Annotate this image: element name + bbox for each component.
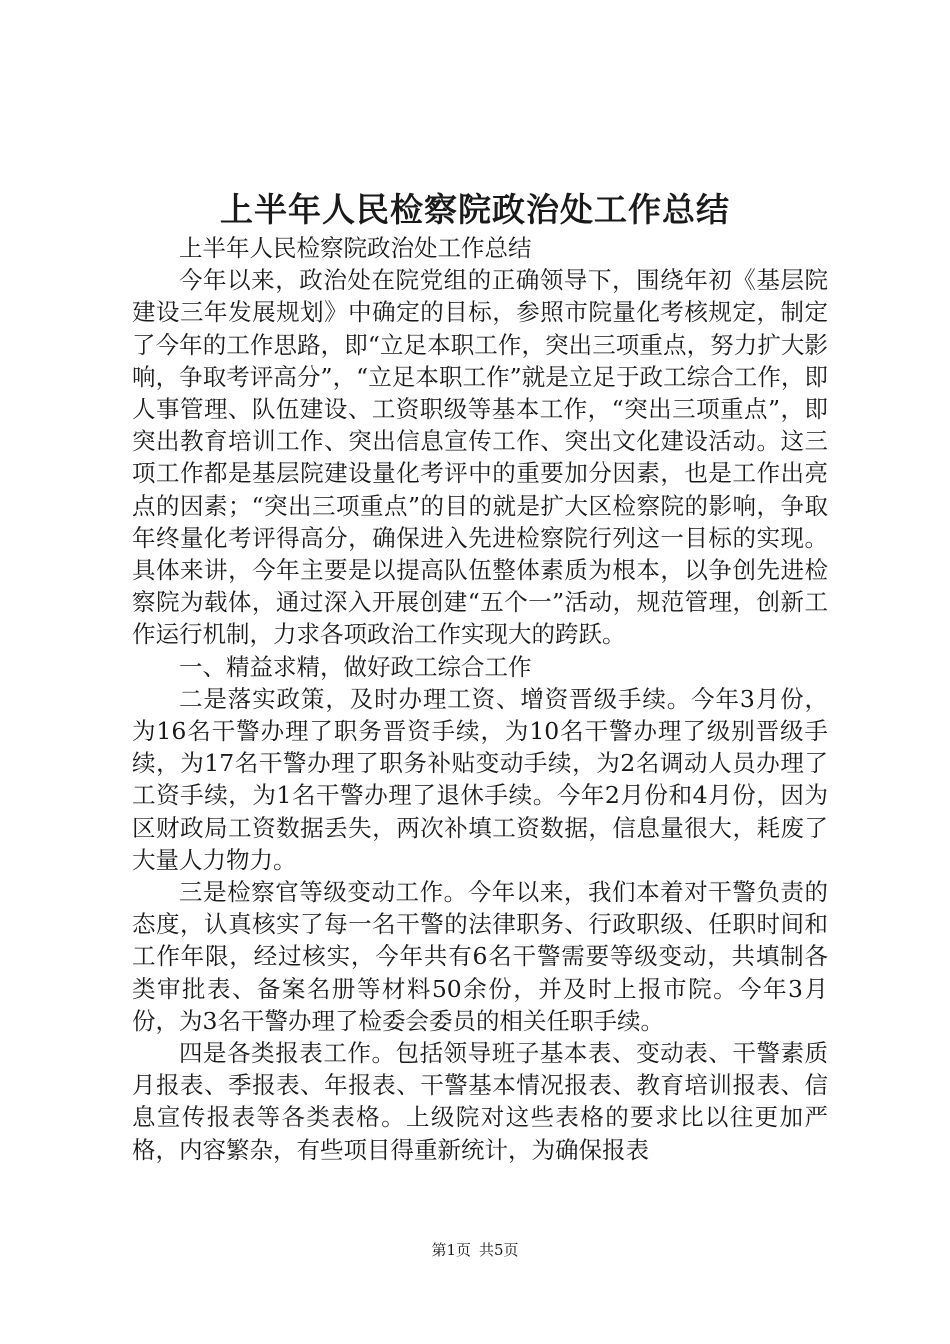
intro-paragraph: 今年以来，政治处在院党组的正确领导下，围绕年初《基层院建设三年发展规划》中确定的目标，参照市院量化考核规定，制定了今年的工作思路，即“立足本职工作，突出三项重点，努力扩大影响，争取考评高分”，“立足本职工作”就是立足于政工综合工作，即人事管理、队伍建设、工资职级等基本工作，“突出三项重点”，即突出教育培训工作、突出信息宣传工作、突出文化建设活动。这三项工作都是基层院建设量化考评中的重要加分因素，也是工作出亮点的因素；“突出三项重点”的目的就是扩大区检察院的影响，争取年终量化考评得高分，确保进入先进检察院行列这一目标的实现。具体来讲，今年主要是以提高队伍整体素质为根本，以争创先进检察院为载体，通过深入开展创建“五个一”活动，规范管理，创新工作运行机制，力求各项政治工作实现大的跨跃。	[132, 266, 828, 649]
page-footer	[0, 1240, 950, 1260]
body-paragraph: 二是落实政策，及时办理工资、增资晋级手续。今年3月份，为16名干警办理了职务晋资手续，为10名干警办理了级别晋级手续，为17名干警办理了职务补贴变动手续，为2名调动人员办理了工资手续，为1名干警办理了退休手续。今年2月份和4月份，因为区财政局工资数据丢失，两次补填工资数据，信息量很大，耗废了大量人力物力。	[132, 684, 828, 874]
section-heading: 一、精益求精，做好政工综合工作	[179, 652, 532, 681]
subtitle-paragraph: 上半年人民检察院政治处工作总结	[179, 234, 532, 262]
body-paragraph: 三是检察官等级变动工作。今年以来，我们本着对干警负责的态度，认真核实了每一名干警的法律职务、行政职级、任职时间和工作年限，经过核实，今年共有6名干警需要等级变动，共填制各类审批表、备案名册等材料50余份，并及时上报市院。今年3月份，为3名干警办理了检委会委员的相关任职手续。	[132, 878, 828, 1035]
body-paragraph: 四是各类报表工作。包括领导班子基本表、变动表、干警素质月报表、季报表、年报表、干警基本情况报表、教育培训报表、信息宣传报表等各类表格。上级院对这些表格的要求比以往更加严格，内容繁杂，有些项目得重新统计，为确保报表	[132, 1039, 828, 1164]
document-body	[132, 232, 828, 1166]
document-title: 上半年人民检察院政治处工作总结	[220, 190, 730, 229]
page-number: 第1页	[431, 1241, 471, 1259]
page-total: 共5页	[479, 1241, 519, 1259]
